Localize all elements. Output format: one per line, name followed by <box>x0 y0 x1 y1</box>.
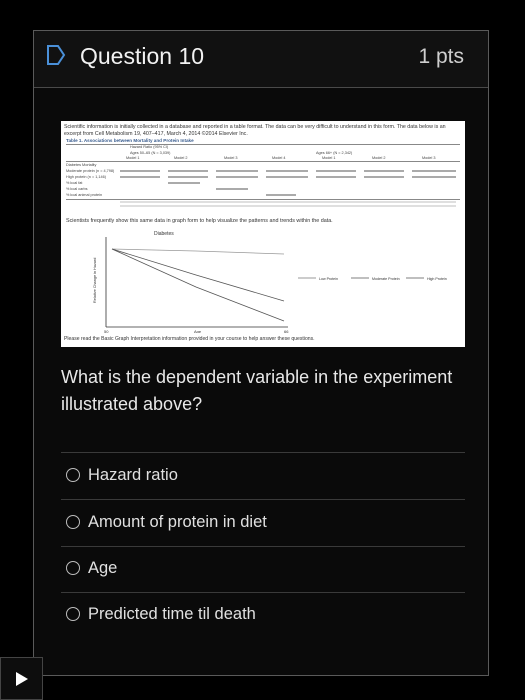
divider <box>61 499 465 500</box>
table-col-model3-b: Model 3 <box>422 156 436 160</box>
table-col-model3: Model 3 <box>224 156 238 160</box>
graph-title: Diabetes <box>154 231 174 237</box>
question-points: 1 pts <box>418 45 464 68</box>
answer-option-label[interactable]: Predicted time til death <box>88 604 256 623</box>
question-title: Question 10 <box>80 43 205 69</box>
table-row-label: Moderate protein (n = 4,798) <box>66 169 115 173</box>
table-title: Table 1. Associations between Mortality and Protein Intake <box>66 138 194 143</box>
table-row-label: Diabetes Mortality <box>66 163 97 167</box>
table-col-model2: Model 2 <box>174 156 188 160</box>
question-card <box>33 30 489 676</box>
data-table <box>66 144 460 212</box>
figure-bottom-note: Please read the Basic Graph Interpretation information provided in your course to help answer these questions. <box>64 336 315 342</box>
legend-high: High Protein <box>427 277 447 281</box>
x-tick: Age <box>194 329 202 333</box>
divider <box>61 592 465 593</box>
legend-moderate: Moderate Protein <box>372 277 400 281</box>
flag-question-icon[interactable] <box>46 44 66 66</box>
radio-icon[interactable] <box>66 515 80 529</box>
table-group-a: Ages 50–65 (N = 3,039) <box>130 151 171 155</box>
divider <box>61 452 465 453</box>
table-col-model2-b: Model 2 <box>372 156 386 160</box>
play-button[interactable] <box>0 657 43 700</box>
answer-option-label[interactable]: Hazard ratio <box>88 465 178 484</box>
graph-svg <box>66 225 460 333</box>
question-prompt: What is the dependent variable in the experiment illustrated above? <box>61 367 453 414</box>
table-row-label: % kcal carbs <box>66 187 88 191</box>
table-row-label: % kcal fat <box>66 181 83 185</box>
series-high-protein <box>112 249 284 321</box>
answer-option[interactable] <box>66 594 256 634</box>
x-tick: 66 <box>284 329 289 333</box>
table-col-model4: Model 4 <box>272 156 286 160</box>
divider <box>61 546 465 547</box>
table-header-hazard: Hazard Ratio (95% CI) <box>130 145 169 149</box>
radio-icon[interactable] <box>66 561 80 575</box>
figure-intro-text: Scientific information is initially collected in a database and reported in a table format. The data can be very difficult to understand in this form. The data below is an excerpt from Cell Metabolism 19, 407–417, March 4, 2014 ©2014 Elsevier Inc. <box>64 124 446 137</box>
radio-icon[interactable] <box>66 607 80 621</box>
table-row-label: High protein (n = 1,146) <box>66 175 106 179</box>
radio-icon[interactable] <box>66 468 80 482</box>
series-moderate-protein <box>112 249 284 301</box>
table-col-model1-b: Model 1 <box>322 156 336 160</box>
answer-option-label[interactable]: Age <box>88 558 118 577</box>
legend-low: Low Protein <box>319 277 338 281</box>
answer-option-label[interactable]: Amount of protein in diet <box>88 512 267 531</box>
play-icon <box>15 671 29 687</box>
table-row-label: % kcal animal protein <box>66 193 103 197</box>
answer-option[interactable] <box>66 502 267 542</box>
table-group-b: Ages 66+ (N = 2,342) <box>316 151 353 155</box>
answer-option[interactable] <box>66 548 117 588</box>
table-col-model1: Model 1 <box>126 156 140 160</box>
table-values-scribble <box>120 168 458 210</box>
series-low-protein <box>112 249 284 254</box>
question-figure <box>61 121 465 347</box>
answer-option[interactable] <box>66 455 178 495</box>
x-tick: 50 <box>104 329 109 333</box>
figure-after-text: Scientists frequently show this same data in graph form to help visualize the patterns and trends within the data. <box>66 218 333 224</box>
question-header <box>34 31 488 88</box>
line-graph <box>66 225 460 333</box>
graph-ylabel: Relative Change in Hazard <box>93 257 97 303</box>
